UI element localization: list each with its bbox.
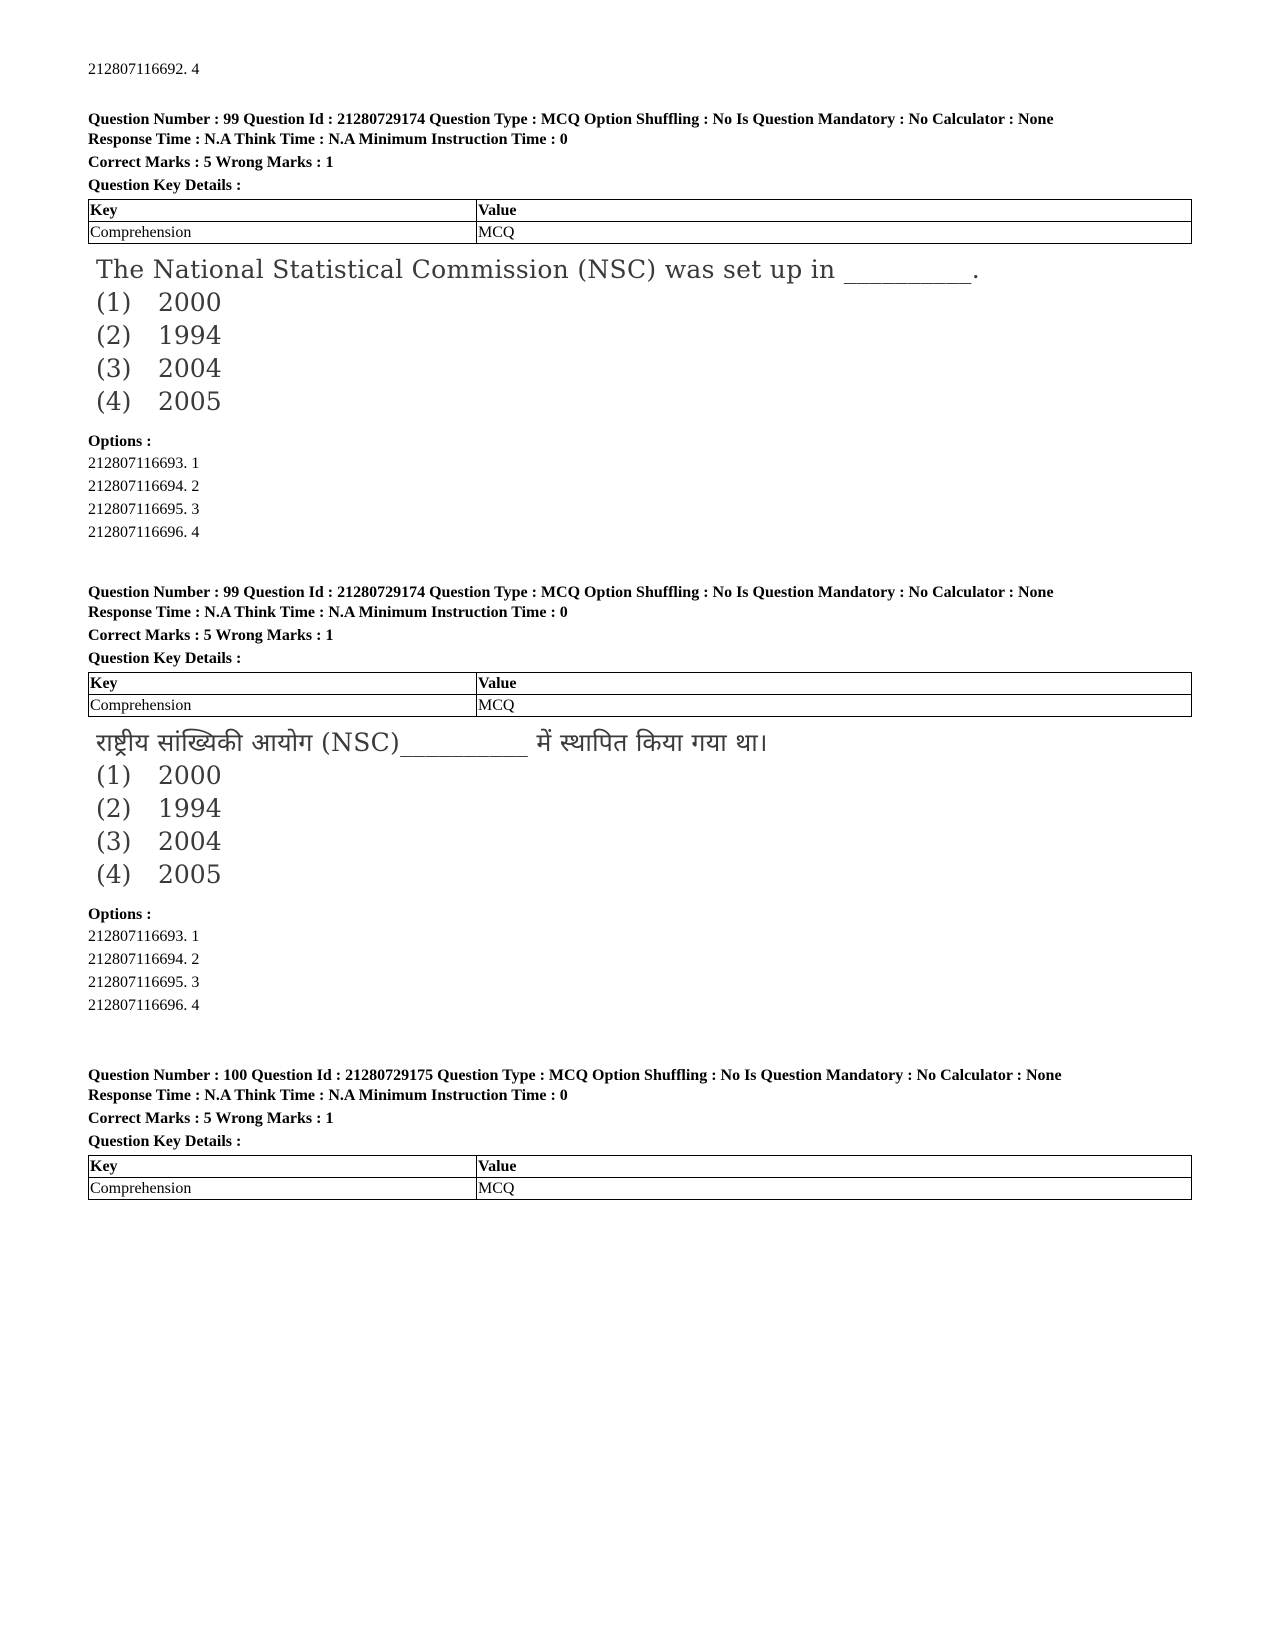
- marks-line: Correct Marks : 5 Wrong Marks : 1: [88, 154, 334, 171]
- choice-value: 2000: [158, 288, 222, 317]
- choice-value: 2005: [158, 387, 222, 416]
- option-id-line: 212807116693. 1: [88, 928, 200, 945]
- choice-value: 2005: [158, 860, 222, 889]
- choice-value: 1994: [158, 321, 222, 350]
- options-label: Options :: [88, 433, 152, 450]
- choice-4: [96, 858, 1192, 891]
- table-cell-value: MCQ: [477, 1178, 1192, 1200]
- choice-number: (3): [96, 827, 132, 856]
- table-header-row: [89, 200, 1192, 222]
- table-header-value: Value: [477, 200, 1192, 222]
- question-block-99-english: [88, 110, 1192, 544]
- question-meta-line-2: Response Time : N.A Think Time : N.A Minimum Instruction Time : 0: [88, 131, 568, 148]
- table-row: [89, 1178, 1192, 1200]
- marks-line: Correct Marks : 5 Wrong Marks : 1: [88, 627, 334, 644]
- question-meta-line-2: Response Time : N.A Think Time : N.A Minimum Instruction Time : 0: [88, 604, 568, 621]
- choice-number: (2): [96, 321, 132, 350]
- question-block-100: [88, 1066, 1192, 1200]
- choice-1: [96, 286, 1192, 319]
- table-row: [89, 222, 1192, 244]
- option-id-line: 212807116696. 4: [88, 997, 200, 1014]
- choice-number: (2): [96, 794, 132, 823]
- option-id-line: 212807116694. 2: [88, 951, 200, 968]
- table-row: [89, 695, 1192, 717]
- choice-3: [96, 825, 1192, 858]
- choice-2: [96, 319, 1192, 352]
- key-details-label: Question Key Details :: [88, 177, 242, 194]
- question-text: राष्ट्रीय सांख्यिकी आयोग (NSC)__________ में स्थापित किया गया था।: [96, 728, 768, 757]
- table-cell-key: Comprehension: [89, 222, 477, 244]
- question-meta-line-2: Response Time : N.A Think Time : N.A Minimum Instruction Time : 0: [88, 1087, 568, 1104]
- choice-2: [96, 792, 1192, 825]
- key-details-label: Question Key Details :: [88, 1133, 242, 1150]
- key-details-table: [88, 199, 1192, 244]
- option-id-line: 212807116695. 3: [88, 974, 200, 991]
- choice-number: (4): [96, 860, 132, 889]
- choice-1: [96, 759, 1192, 792]
- options-label: Options :: [88, 906, 152, 923]
- option-id-line: 212807116696. 4: [88, 524, 200, 541]
- choice-value: 2004: [158, 827, 222, 856]
- previous-option-line: 212807116692. 4: [88, 61, 200, 78]
- table-cell-key: Comprehension: [89, 1178, 477, 1200]
- table-header-key: Key: [89, 673, 477, 695]
- question-meta-line-1: Question Number : 99 Question Id : 21280729174 Question Type : MCQ Option Shuffling : No Is Question Mandatory : No Calculator : None: [88, 584, 1054, 601]
- question-image: [96, 727, 1192, 891]
- choice-number: (1): [96, 761, 132, 790]
- table-header-row: [89, 673, 1192, 695]
- table-header-value: Value: [477, 673, 1192, 695]
- question-meta-line-1: Question Number : 100 Question Id : 21280729175 Question Type : MCQ Option Shuffling : No Is Question Mandatory : No Calculator : None: [88, 1067, 1062, 1084]
- question-image: [96, 254, 1192, 418]
- table-header-row: [89, 1156, 1192, 1178]
- option-id-line: 212807116693. 1: [88, 455, 200, 472]
- marks-line: Correct Marks : 5 Wrong Marks : 1: [88, 1110, 334, 1127]
- choice-3: [96, 352, 1192, 385]
- table-header-value: Value: [477, 1156, 1192, 1178]
- choice-value: 2004: [158, 354, 222, 383]
- table-header-key: Key: [89, 200, 477, 222]
- choice-number: (3): [96, 354, 132, 383]
- choice-value: 1994: [158, 794, 222, 823]
- table-cell-value: MCQ: [477, 222, 1192, 244]
- question-meta-line-1: Question Number : 99 Question Id : 21280729174 Question Type : MCQ Option Shuffling : No Is Question Mandatory : No Calculator : None: [88, 111, 1054, 128]
- key-details-table: [88, 672, 1192, 717]
- choice-value: 2000: [158, 761, 222, 790]
- option-id-line: 212807116694. 2: [88, 478, 200, 495]
- table-cell-key: Comprehension: [89, 695, 477, 717]
- key-details-label: Question Key Details :: [88, 650, 242, 667]
- table-cell-value: MCQ: [477, 695, 1192, 717]
- choice-number: (4): [96, 387, 132, 416]
- table-header-key: Key: [89, 1156, 477, 1178]
- choice-number: (1): [96, 288, 132, 317]
- question-block-99-hindi: [88, 583, 1192, 1017]
- option-id-line: 212807116695. 3: [88, 501, 200, 518]
- question-text: The National Statistical Commission (NSC) was set up in __________.: [96, 255, 980, 284]
- key-details-table: [88, 1155, 1192, 1200]
- choice-4: [96, 385, 1192, 418]
